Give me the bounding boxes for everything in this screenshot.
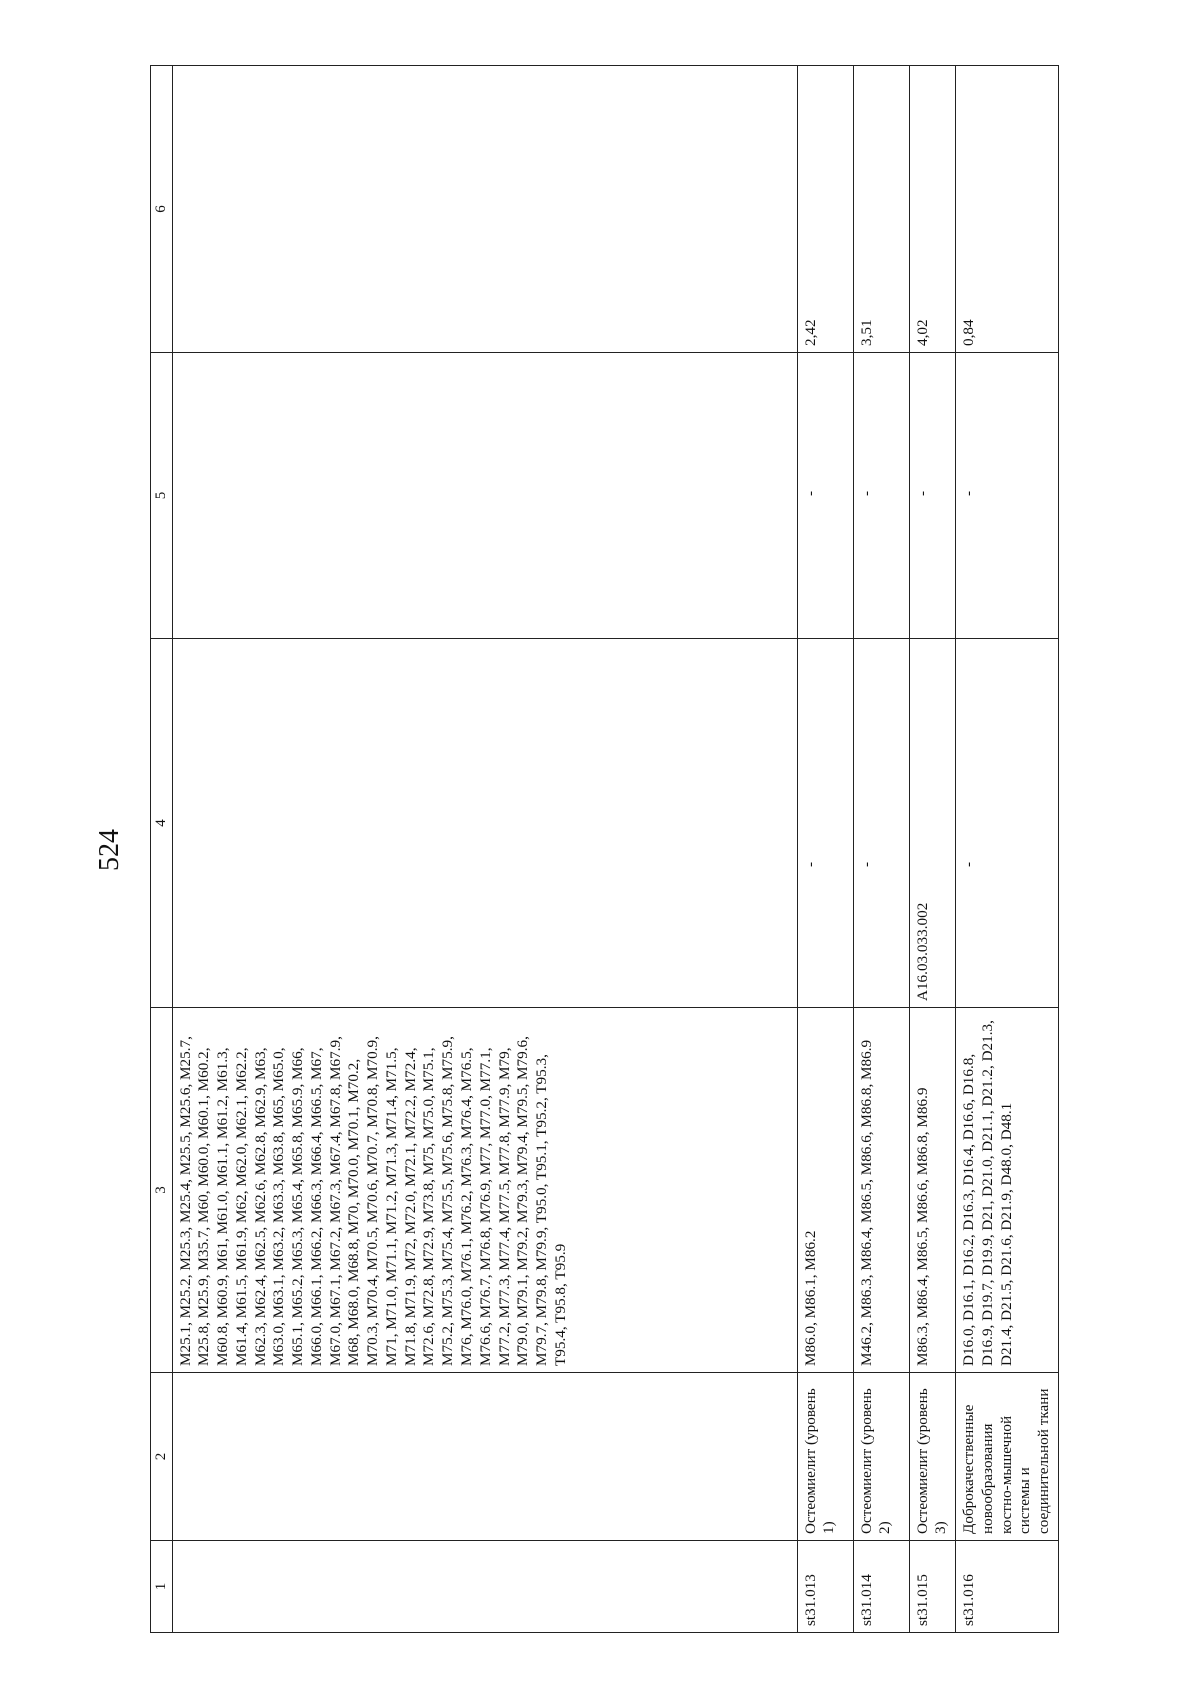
column-header: 5: [151, 353, 173, 639]
services-cell: -: [853, 639, 909, 1008]
services-cell: -: [956, 639, 1059, 1008]
name-cell: Доброкачественные новообразования костно-мышечной системы и соединительной ткани: [956, 1373, 1059, 1541]
name-cell: Остеомиелит (уровень 3): [909, 1373, 956, 1541]
diagnoses-cell: M25.1, M25.2, M25.3, M25.4, M25.5, M25.6, M25.7, M25.8, M25.9, M35.7, M60, M60.0, M60.1, M60.2, M60.8, M60.9, M61, M61.0, M61.1, M61.2, M61.3, M61.4, M61.5, M61.9, M62, M62.0, M62.1, M62.2, M62.3, M62.4, M62.5, M62.6, M62.8, M62.9, M63, M63.0, M63.1, M63.2, M63.3, M63.8, M65, M65.0, M65.1, M65.2, M65.3, M65.4, M65.8, M65.9, M66, M66.0, M66.1, M66.2, M66.3, M66.4, M66.5, M67, M67.0, M67.1, M67.2, M67.3, M67.4, M67.8, M67.9, M68, M68.0, M68.8, M70, M70.0, M70.1, M70.2, M70.3, M70.4, M70.5, M70.6, M70.7, M70.8, M70.9, M71, M71.0, M71.1, M71.2, M71.3, M71.4, M71.5, M71.8, M71.9, M72, M72.0, M72.1, M72.2, M72.4, M72.6, M72.8, M72.9, M73.8, M75, M75.0, M75.1, M75.2, M75.3, M75.4, M75.5, M75.6, M75.8, M75.9, M76, M76.0, M76.1, M76.2, M76.3, M76.4, M76.5, M76.6, M76.7, M76.8, M76.9, M77, M77.0, M77.1, M77.2, M77.3, M77.4, M77.5, M77.8, M77.9, M79, M79.0, M79.1, M79.2, M79.3, M79.4, M79.5, M79.6, M79.7, M79.8, M79.9, T95.0, T95.1, T95.2, T95.3, T95.4, T95.8, T95.9: [172, 1008, 797, 1373]
coefficient-cell: 2,42: [797, 66, 853, 353]
column-header: 2: [151, 1373, 173, 1541]
diagnoses-cell: M46.2, M86.3, M86.4, M86.5, M86.6, M86.8, M86.9: [853, 1008, 909, 1373]
diagnoses-cell: M86.0, M86.1, M86.2: [797, 1008, 853, 1373]
name-cell: Остеомиелит (уровень 1): [797, 1373, 853, 1541]
code-cell: st31.013: [797, 1541, 853, 1633]
column-header: 6: [151, 66, 173, 353]
table-row: [956, 66, 1059, 1633]
table-row: [909, 66, 956, 1633]
table-row: [853, 66, 909, 1633]
code-cell: st31.015: [909, 1541, 956, 1633]
coefficient-cell: 4,02: [909, 66, 956, 353]
page-number: 524: [94, 829, 125, 871]
other-criteria-cell: -: [956, 353, 1059, 639]
table-row: [172, 66, 797, 1633]
code-cell: [172, 1541, 797, 1633]
coefficient-cell: [172, 66, 797, 353]
rotated-page-content: [150, 66, 1055, 1633]
services-cell: -: [797, 639, 853, 1008]
code-cell: st31.016: [956, 1541, 1059, 1633]
coefficient-cell: 3,51: [853, 66, 909, 353]
other-criteria-cell: -: [909, 353, 956, 639]
coefficient-cell: 0,84: [956, 66, 1059, 353]
name-cell: [172, 1373, 797, 1541]
other-criteria-cell: -: [853, 353, 909, 639]
column-header: 1: [151, 1541, 173, 1633]
table-row: [797, 66, 853, 1633]
other-criteria-cell: -: [797, 353, 853, 639]
code-cell: st31.014: [853, 1541, 909, 1633]
name-cell: Остеомиелит (уровень 2): [853, 1373, 909, 1541]
column-number-row: [151, 66, 173, 1633]
other-criteria-cell: [172, 353, 797, 639]
column-header: 3: [151, 1008, 173, 1373]
services-cell: A16.03.033.002: [909, 639, 956, 1008]
diagnoses-cell: D16.0, D16.1, D16.2, D16.3, D16.4, D16.6, D16.8, D16.9, D19.7, D19.9, D21, D21.0, D21.1, D21.2, D21.3, D21.4, D21.5, D21.6, D21.9, D48.0, D48.1: [956, 1008, 1059, 1373]
services-cell: [172, 639, 797, 1008]
column-header: 4: [151, 639, 173, 1008]
diagnoses-cell: M86.3, M86.4, M86.5, M86.6, M86.8, M86.9: [909, 1008, 956, 1373]
tariff-table: [150, 65, 1059, 1633]
